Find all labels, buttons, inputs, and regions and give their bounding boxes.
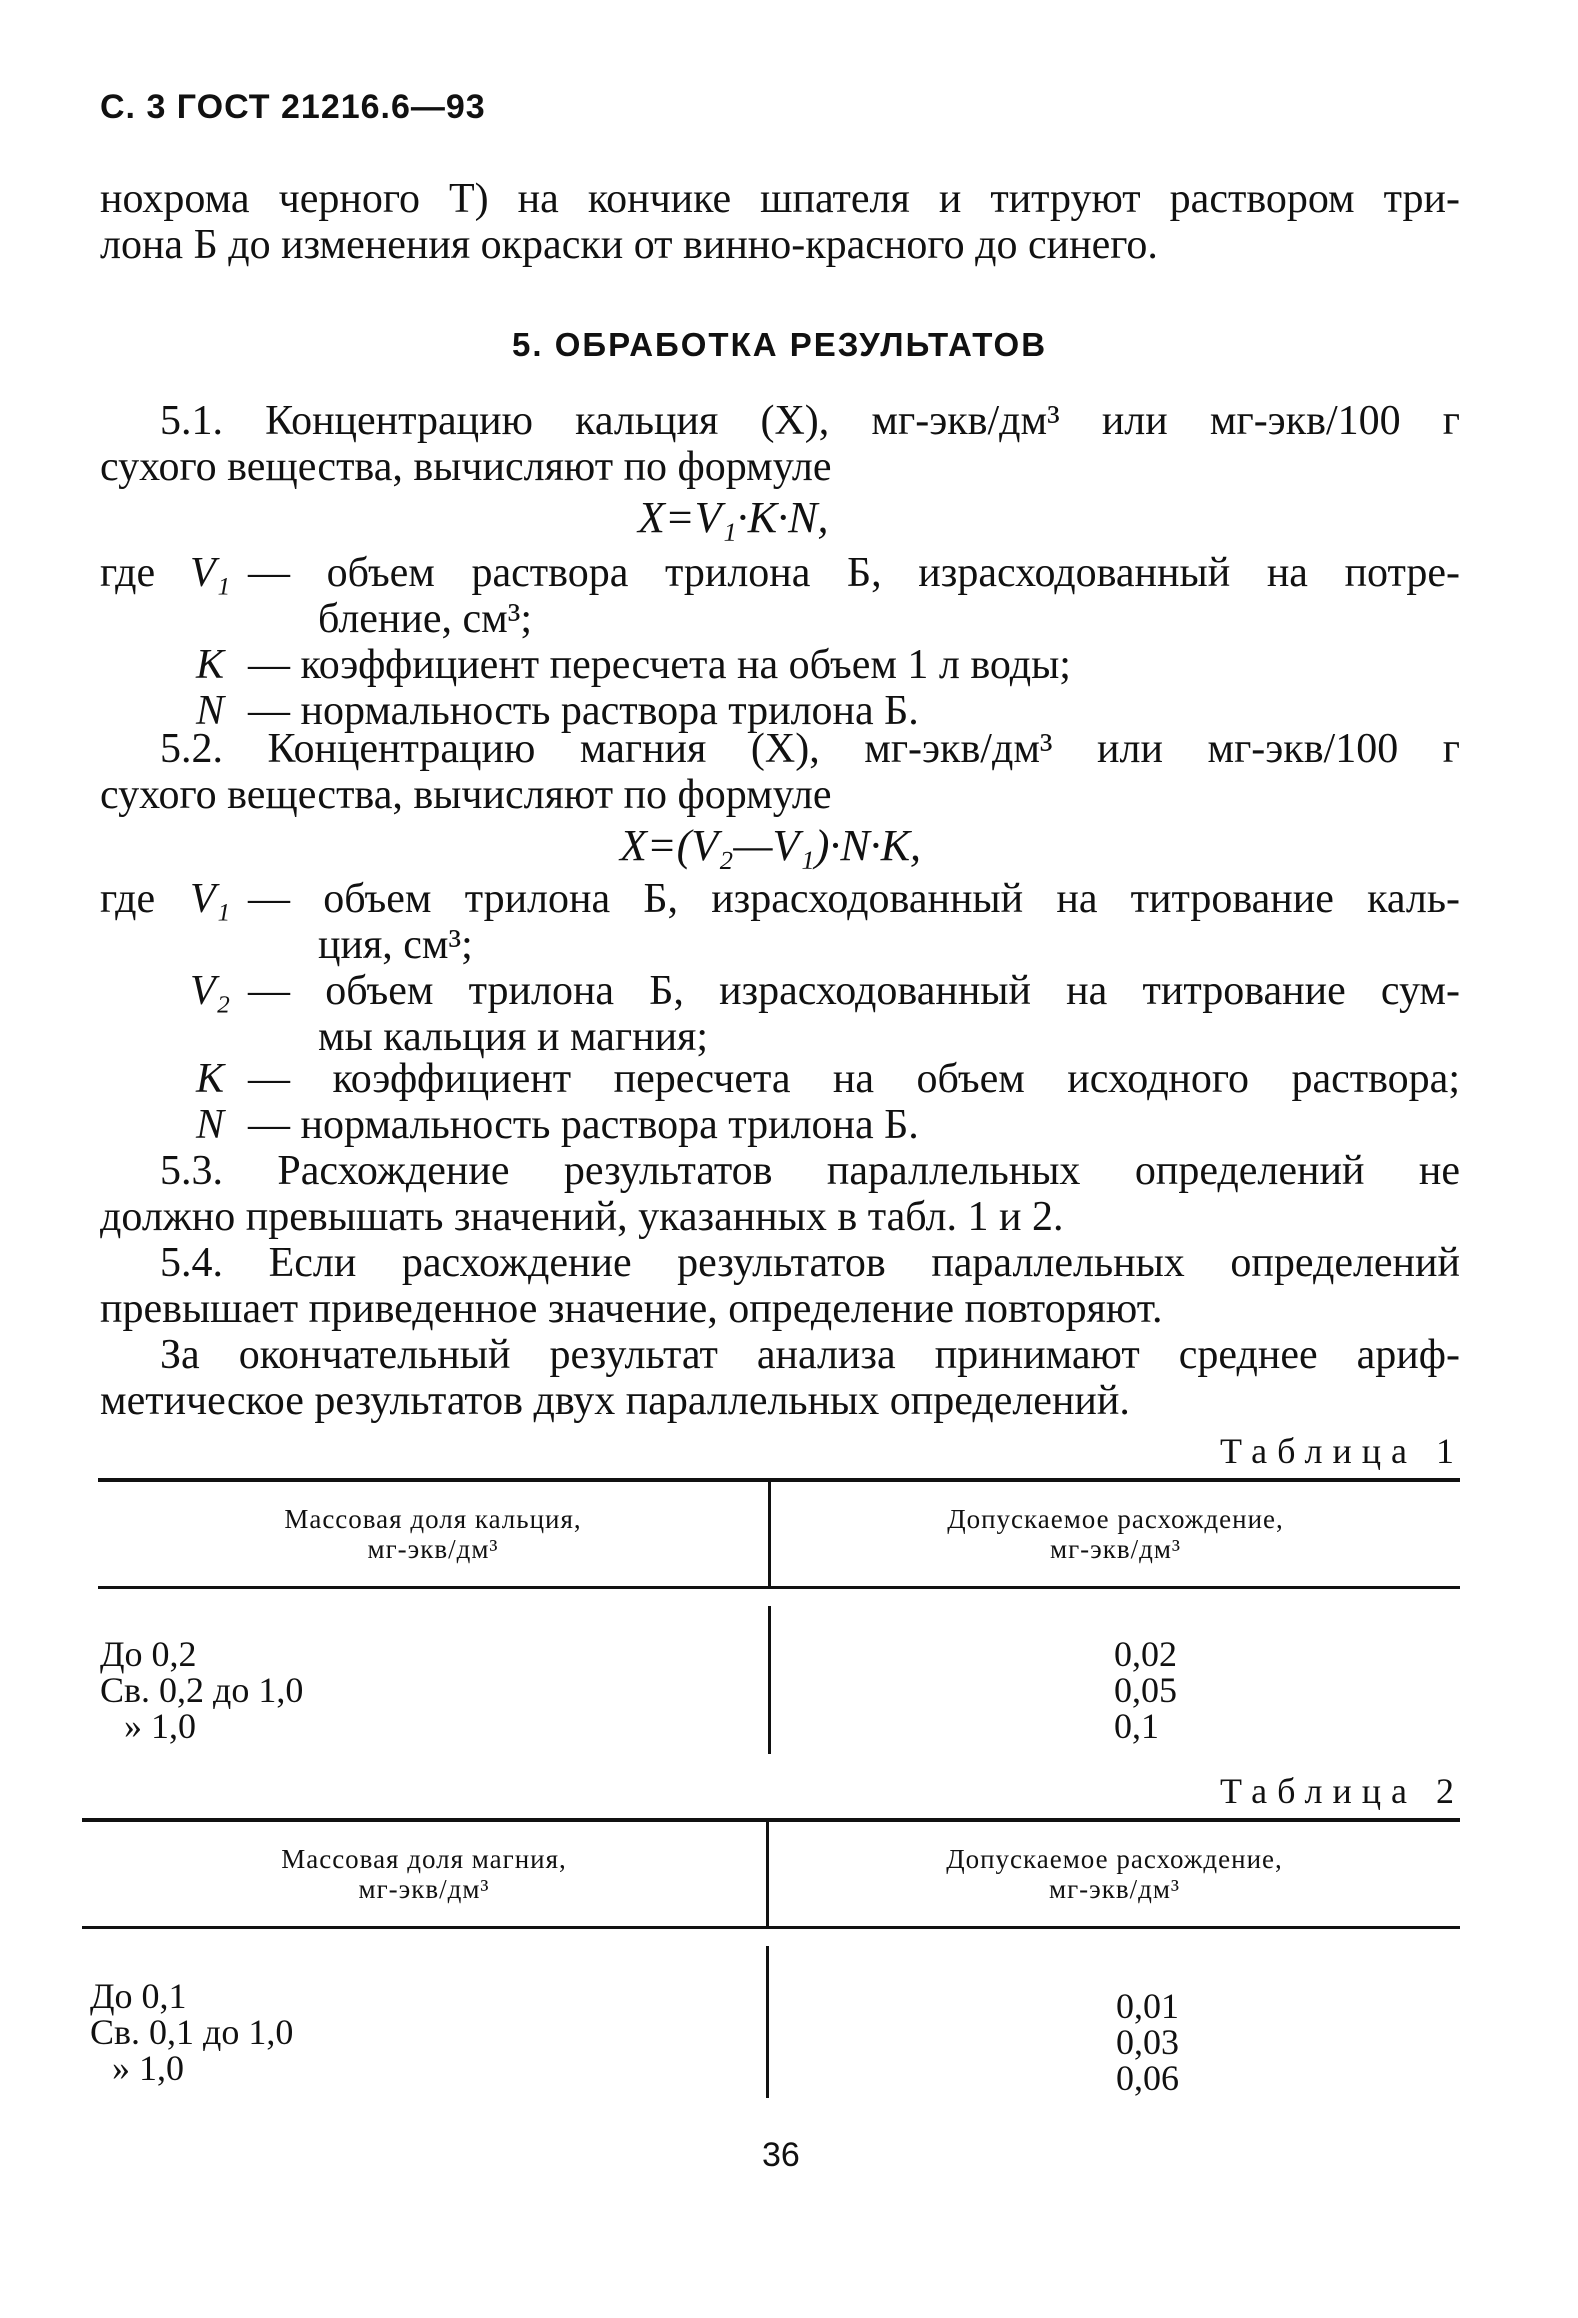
table1-col1-header-line-1: Массовая доля кальция,: [284, 1504, 582, 1534]
table2-row-2-value: 0,03: [1116, 2022, 1179, 2062]
section-title: 5. ОБРАБОТКА РЕЗУЛЬТАТОВ: [512, 326, 1048, 363]
p51-def-k: — коэффициент пересчета на объем 1 л воды;: [248, 642, 1071, 688]
table2-row-1-range: До 0,1: [90, 1976, 187, 2016]
table2-col1-header-line-2: мг-экв/дм³: [358, 1874, 490, 1904]
table1-col1-header-line-2: мг-экв/дм³: [367, 1534, 499, 1564]
intro-line-1: нохрома черного Т) на кончике шпателя и титруют раствором три-: [100, 176, 1460, 222]
table2-body-divider: [766, 1946, 769, 2098]
p55-line-2: метическое результатов двух параллельных определений.: [100, 1378, 1130, 1424]
table1-row-2-value: 0,05: [1114, 1670, 1177, 1710]
table1-col2-header-line-2: мг-экв/дм³: [1049, 1534, 1182, 1564]
p52-def-symbol-n: N: [196, 1102, 225, 1148]
p55-line-1: За окончательный результат анализа принимают среднее ариф-: [160, 1332, 1460, 1378]
table2-header-rule: [82, 1926, 1460, 1929]
table2-caption: Таблица 2: [1220, 1771, 1464, 1811]
p52-def-symbol-k: K: [196, 1056, 225, 1102]
table2-row-2-range: Св. 0,1 до 1,0: [90, 2012, 294, 2052]
p53-line-2: должно превышать значений, указанных в табл. 1 и 2.: [100, 1194, 1064, 1240]
table2-top-rule: [82, 1818, 1460, 1822]
p52-def-v2-line-1: — объем трилона Б, израсходованный на титрование сум-: [248, 968, 1460, 1014]
table2-col2-header: [769, 1844, 1460, 1904]
table1-header-rule: [98, 1586, 1460, 1589]
p51-def-lead: где: [100, 550, 156, 596]
p52-line-1: 5.2. Концентрацию магния (X), мг-экв/дм³ или мг-экв/100 г: [160, 726, 1460, 772]
p51-def-v1-line-1: — объем раствора трилона Б, израсходованный на потре-: [248, 550, 1460, 596]
p54-line-2: превышает приведенное значение, определение повторяют.: [100, 1286, 1163, 1332]
p51-def-symbol-v1: V₁: [190, 550, 231, 596]
p52-def-n: — нормальность раствора трилона Б.: [248, 1102, 919, 1148]
p52-def-v1-line-1: — объем трилона Б, израсходованный на титрование каль-: [248, 876, 1460, 922]
table1-row-1-value: 0,02: [1114, 1634, 1177, 1674]
p52-line-2: сухого вещества, вычисляют по формуле: [100, 772, 832, 818]
table2-col1-header-line-1: Массовая доля магния,: [281, 1844, 567, 1874]
document-header: С. 3 ГОСТ 21216.6—93: [100, 88, 486, 126]
p51-line-2: сухого вещества, вычисляют по формуле: [100, 444, 832, 490]
p52-formula: X=(V₂—V₁)·N·K,: [620, 821, 922, 870]
p54-line-1: 5.4. Если расхождение результатов параллельных определений: [160, 1240, 1460, 1286]
p52-def-v2-line-2: мы кальция и магния;: [318, 1014, 709, 1060]
table1-row-1-range: До 0,2: [100, 1634, 197, 1674]
table2-row-1-value: 0,01: [1116, 1986, 1179, 2026]
p52-def-k: — коэффициент пересчета на объем исходного раствора;: [248, 1056, 1460, 1102]
table1-row-2-range: Св. 0,2 до 1,0: [100, 1670, 304, 1710]
page-number: 36: [762, 2136, 800, 2174]
p53-line-1: 5.3. Расхождение результатов параллельных определений не: [160, 1148, 1460, 1194]
table1-top-rule: [98, 1478, 1460, 1482]
table2-row-3-value: 0,06: [1116, 2058, 1179, 2098]
table1-caption: Таблица 1: [1220, 1431, 1464, 1471]
p51-formula: X=V₁·K·N,: [638, 493, 829, 542]
table1-col2-header-line-1: Допускаемое расхождение,: [947, 1504, 1284, 1534]
p51-line-1: 5.1. Концентрацию кальция (X), мг-экв/дм³ или мг-экв/100 г: [160, 398, 1460, 444]
table2-col2-header-line-1: Допускаемое расхождение,: [946, 1844, 1283, 1874]
p52-def-symbol-v2: V₂: [190, 968, 231, 1014]
table1-row-3-value: 0,1: [1114, 1706, 1159, 1746]
p52-def-v1-line-2: ция, см³;: [318, 922, 473, 968]
table2-col2-header-line-2: мг-экв/дм³: [1048, 1874, 1181, 1904]
p51-def-v1-line-2: бление, см³;: [318, 596, 532, 642]
p52-def-symbol-v1: V₁: [190, 876, 231, 922]
table2-row-3-range: » 1,0: [112, 2048, 184, 2088]
table1-col1-header: [98, 1504, 768, 1564]
p51-def-symbol-n: N: [196, 688, 225, 734]
table1-body-divider: [768, 1606, 771, 1754]
p51-def-n: — нормальность раствора трилона Б.: [248, 688, 919, 734]
table1-col2-header: [771, 1504, 1460, 1564]
intro-line-2: лона Б до изменения окраски от винно-красного до синего.: [100, 222, 1158, 268]
table1-row-3-range: » 1,0: [124, 1706, 196, 1746]
p52-def-lead: где: [100, 876, 156, 922]
p51-def-symbol-k: K: [196, 642, 225, 688]
table2-col1-header: [82, 1844, 766, 1904]
